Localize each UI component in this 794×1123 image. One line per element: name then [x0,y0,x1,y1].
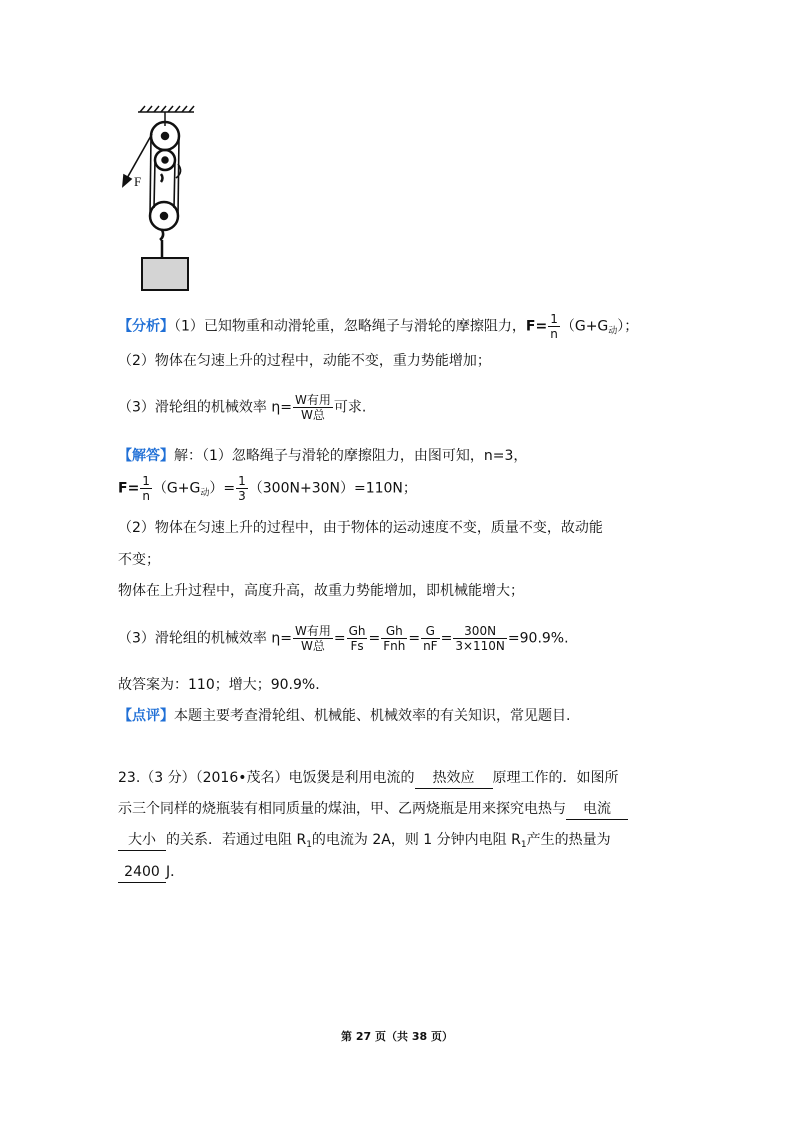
analysis-tag: 【分析】 [118,318,174,335]
weight-block [142,258,188,290]
fraction: $\frac{Gh}{Fs}$ [348,624,366,653]
rope [150,136,181,216]
fraction: $\frac{300N}{3\times 110N}$ [455,624,505,653]
fraction: $\frac{1}{n}$ [142,474,150,503]
analysis-line-1: 【分析】（1）已知物重和动滑轮重，忽略绳子与滑轮的摩擦阻力，F= $\frac{1}{n}$ $(G+G_动)$； [118,312,639,341]
answer-line-5: 物体在上升过程中，高度升高，故重力势能增加，即机械能增大； [118,583,524,599]
answer-line-3: （2）物体在匀速上升的过程中，由于物体的运动速度不变，质量不变，故动能 [118,520,603,536]
answer-blank: 2400 [118,862,166,883]
fraction: $\frac{\text{W有用}}{\text{W总}}$ [294,393,331,422]
fraction: $\frac{G}{nF}$ [423,624,438,653]
fraction: $\frac{Gh}{\text{Fnh}}$ [383,624,406,653]
answer-blank: 电流 [566,799,628,820]
force-label: F [134,174,142,189]
analysis-line-2: （2）物体在匀速上升的过程中，动能不变，重力势能增加； [118,353,491,369]
q23-line-3: 大小 的关系．若通过电阻 $R_1$的电流为 2A，则 1 分钟内电阻 $R_1$产生的热量为 [118,830,611,855]
final-answer: 故答案为：110；增大；90.9%. [118,677,320,693]
answer-line-6: （3）滑轮组的机械效率 η= $\frac{\text{W有用}}{\text{W总}}$ = $\frac{Gh}{Fs}$ = $\frac{Gh}{\text{Fnh}}$ = $\frac{G}{nF}$ = $\frac{300N}{3\times 110N}$ =90.9%. [118,624,569,653]
fraction: $\frac{1}{n}$ [550,312,558,341]
pulley-diagram [118,104,198,296]
answer-line-1: 【解答】解：（1）忽略绳子与滑轮的摩擦阻力，由图可知，n=3， [118,448,528,464]
answer-blank: 热效应 [415,768,493,789]
q23-line-4: 2400 J． [118,862,184,883]
analysis-line-3: （3）滑轮组的机械效率 η= $\frac{\text{W有用}}{\text{W总}}$ 可求. [118,393,367,422]
fraction: $\frac{1}{3}$ [238,474,246,503]
answer-line-4: 不变； [118,552,160,568]
fraction: $\frac{\text{W有用}}{\text{W总}}$ [294,624,331,653]
page-footer: 第 27 页（共 38 页） [341,1030,453,1043]
comment-tag: 【点评】 [118,708,174,724]
answer-tag: 【解答】 [118,448,174,464]
comment-line: 【点评】本题主要考查滑轮组、机械能、机械效率的有关知识，常见题目. [118,708,571,724]
answer-blank: 大小 [118,830,166,851]
answer-line-2: F= $\frac{1}{n}$ $(G+G_动)=$ $\frac{1}{3}$ （300N+30N）=110N； [118,474,417,503]
q23-line-1: 23.（3 分）（2016•茂名）电饭煲是利用电流的 热效应 原理工作的．如图所 [118,768,619,789]
q23-line-2: 示三个同样的烧瓶装有相同质量的煤油，甲、乙两烧瓶是用来探究电热与 电流 [118,799,628,820]
